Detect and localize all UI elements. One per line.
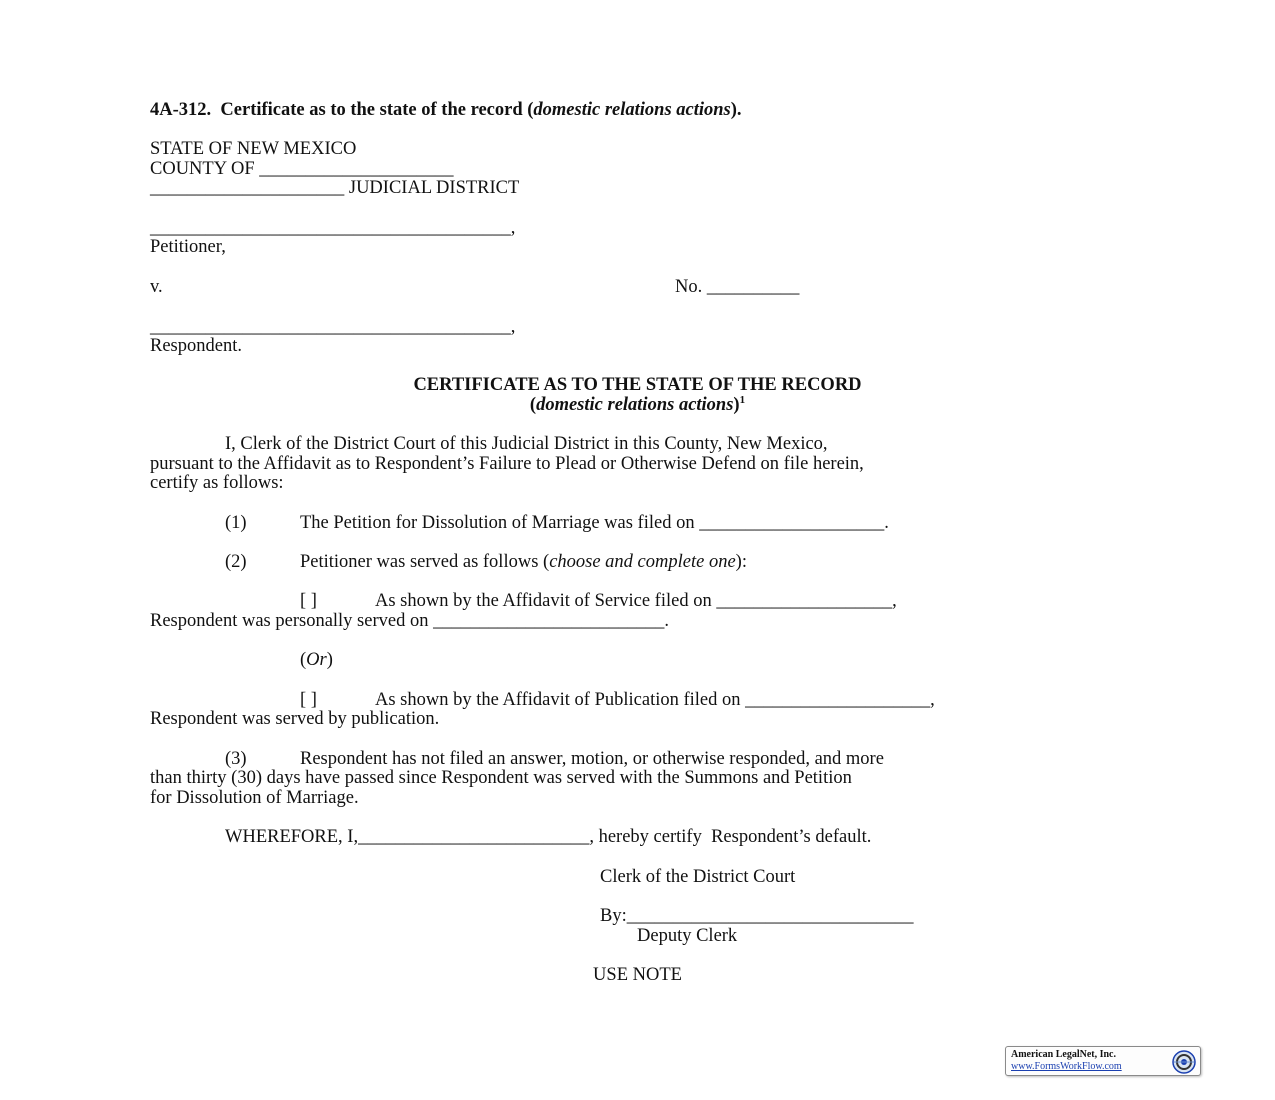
footnote-marker: 1 — [739, 394, 746, 406]
item-1-text: The Petition for Dissolution of Marriage was filed on ____________________. — [300, 513, 889, 533]
or-separator — [300, 650, 333, 670]
item-3-line-2: than thirty (30) days have passed since Respondent was served with the Summons and Petition — [150, 768, 852, 788]
intro-line-2: pursuant to the Affidavit as to Respondent’s Failure to Plead or Otherwise Defend on file herein, — [150, 454, 864, 474]
american-legalnet-logo[interactable] — [1005, 1046, 1201, 1076]
clerk-label: Clerk of the District Court — [600, 867, 796, 887]
globe-icon — [1171, 1049, 1197, 1075]
wherefore-clause: WHEREFORE, I,_________________________, hereby certify Respondent’s default. — [225, 827, 872, 847]
caption-county: COUNTY OF _____________________ — [150, 159, 454, 179]
item-2-number: (2) — [225, 552, 247, 572]
rule-heading — [150, 100, 742, 120]
document-subtitle — [0, 395, 1275, 415]
rule-number: 4A-312. — [150, 100, 212, 120]
item-3-line-3: for Dissolution of Marriage. — [150, 788, 359, 808]
item-2-italic: choose and complete one — [549, 552, 736, 572]
option-1-line-1: As shown by the Affidavit of Service filed on ___________________, — [375, 591, 897, 611]
rule-title-prefix: Certificate as to the state of the record ( — [220, 100, 534, 120]
petitioner-blank: _______________________________________, — [150, 218, 516, 238]
case-number: No. __________ — [675, 277, 800, 297]
item-2-prefix: Petitioner was served as follows ( — [300, 552, 550, 572]
or-italic: Or — [306, 650, 327, 670]
subtitle-close: ) — [733, 395, 740, 415]
petitioner-label: Petitioner, — [150, 237, 226, 257]
subtitle-open: ( — [529, 395, 537, 415]
rule-title-italic: domestic relations actions — [533, 100, 731, 120]
versus-label: v. — [150, 277, 163, 297]
document-title: CERTIFICATE AS TO THE STATE OF THE RECORD — [413, 375, 862, 395]
or-open: ( — [300, 650, 307, 670]
caption-state: STATE OF NEW MEXICO — [150, 139, 357, 159]
option-2-line-2: Respondent was served by publication. — [150, 709, 440, 729]
or-close: ) — [326, 650, 333, 670]
item-2-text — [300, 552, 747, 572]
option-2-line-1: As shown by the Affidavit of Publication filed on ____________________, — [375, 690, 935, 710]
option-2-checkbox: [ ] — [300, 690, 317, 710]
option-1-line-2: Respondent was personally served on _________________________. — [150, 611, 669, 631]
logo-url-link[interactable]: www.FormsWorkFlow.com — [1011, 1061, 1122, 1072]
deputy-clerk-label: Deputy Clerk — [637, 926, 738, 946]
respondent-blank: _______________________________________, — [150, 317, 516, 337]
item-3-number: (3) — [225, 749, 247, 769]
intro-line-1: I, Clerk of the District Court of this Judicial District in this County, New Mexico, — [225, 434, 828, 454]
item-2-suffix: ): — [735, 552, 747, 572]
intro-line-3: certify as follows: — [150, 473, 284, 493]
rule-title-suffix: ). — [730, 100, 742, 120]
use-note-heading: USE NOTE — [593, 965, 682, 985]
item-1-number: (1) — [225, 513, 247, 533]
subtitle-italic: domestic relations actions — [536, 395, 734, 415]
caption-district: _____________________ JUDICIAL DISTRICT — [150, 178, 520, 198]
item-3-line-1: Respondent has not filed an answer, motion, or otherwise responded, and more — [300, 749, 884, 769]
logo-company-name: American LegalNet, Inc. — [1011, 1049, 1116, 1060]
signature-by-line: By:_______________________________ — [600, 906, 914, 926]
option-1-checkbox: [ ] — [300, 591, 317, 611]
respondent-label: Respondent. — [150, 336, 242, 356]
